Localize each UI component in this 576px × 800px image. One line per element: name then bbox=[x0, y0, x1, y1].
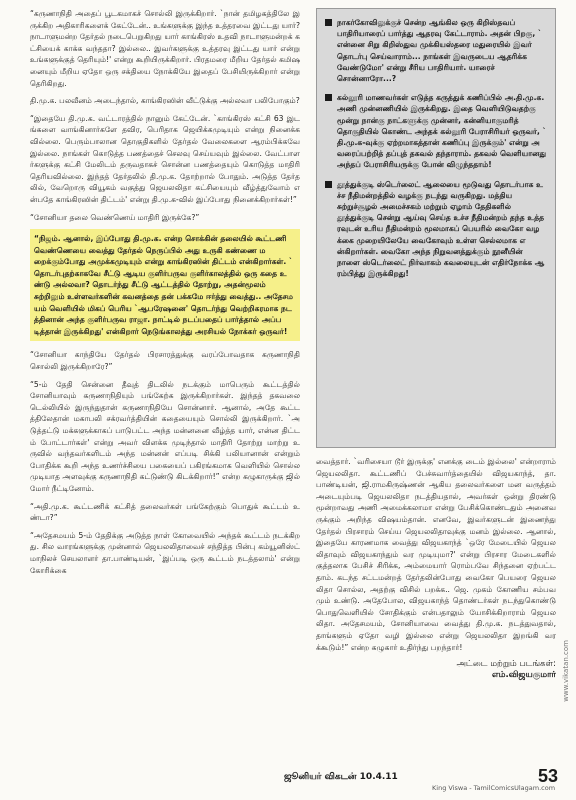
article-paragraph: “5-ம் தேதி சென்னை தீவுத் திடலில் நடக்கும் மாபெரும் கூட்டத்தில் சோனியாவும் கருணாநிதியும் பங்கேற்க இருக்கிறார்கள். இந்தத் தகவலை டெல்லியில் இருந்துதான் கருணாநிதியே சொன்னார். ஆனால், அதே கூட்டத்திலேதான் மகாபலி சக்ரவர்த்தியின் கதையையும் சொல்லி இருக்கிறார். `அடுத்தட்டு மக்களுக்காகப் பாடுபட்ட அந்த மன்னனை வீழ்த்த யார், என்ன திட்டம் போட்டார்கள்' என்று அவர் விளக்க முடிந்தால் மாதிரி தோற்று மாற்று உருவில் வந்தவர்களிடம் அந்த மன்னன் எப்படி சிக்கி பலியானான் என்றும் போதிக்க கூறி அந்த உணர்ச்சியை பகையைப் பகிரங்கமாக வெளியில் சொல்ல முடியாத அளவுக்கு கருணாநிதி கட்டுண்டு கிடக்கிறார்!” என்ற கழுகாருக்கு ஜில் மோர் நீட்டினோம். bbox=[30, 379, 300, 493]
square-bullet-icon bbox=[325, 181, 332, 188]
article-question: “அதி.மு.க. கூட்டணிக் கட்சித் தலைவர்கள் பங்கேற்கும் பொதுக் கூட்டம் உண்டா?” bbox=[30, 501, 300, 523]
news-brief-text: தூத்துக்குடி ஸ்டெர்லைட் ஆலையை மூடுவது தொடர்பாக உச்ச நீதிமன்றத்தில் வழக்கு நடந்து வருகிறது. மத்திய சுற்றுச்சூழல் அமைச்சகம் மற்றும் ஏழாம் தேதிகளில் தூத்துக்குடி சென்று ஆய்வு செய்த உச்ச நீதிமன்றம் தந்த உத்தரவுடன் உரிய நீதிமன்றம் மூலமாகப் பெயரில் வைகோ வழக்கை முறையிலேயே வைகோவும் உள்ள செல்லமாக என்கிறார்கள். வைகோ அந்த நிறுவனத்துக்கும் நூனீயின் நாளை ஸ்டெர்லைட் நிர்வாகம் கவலையுடன் எதிர்நோக்க ஆரம்பித்து இருக்கிறது! bbox=[337, 179, 545, 279]
article-question: “சோனியா காந்தியே தேர்தல் பிரசாரத்துக்கு வரப்போவதாக கருணாநிதி சொல்லி இருக்கிறாரே?” bbox=[30, 350, 300, 372]
credit-label: அட்டை மற்றும் படங்கள்: bbox=[456, 659, 556, 670]
article-question: தி.மு.க. பலவீனம் அடைந்தால், காங்கிரஸின் வீட்டுக்கு அல்லவா பலிபோகும்? bbox=[30, 96, 300, 106]
news-brief-item bbox=[325, 92, 547, 170]
photo-credit bbox=[316, 659, 556, 681]
article-paragraph: வைத்தார். `வரிசையா டூர் இருக்கு' எனக்கு டைம் இல்லை' என்றாராம் ஜெயலலிதா. கூட்டணிப் பேச்சுவார்த்தையில் விஜயகாந்த், தா.பாண்டியன், ஜி.ராமகிருஷ்ணன் ஆகிய தலைவர்களை மன வருத்தம் அடையும்படி ஜெயலலிதா நடத்தியதால், அவர்கள் ஒன்று திரண்டு மூன்றாவது அணி அமைக்கலாமா என்று பேசிக்கொண்டதும் அனைவருக்கும் அறிந்த விஷயம்தான். எனவே, இவர்களுடன் இணைந்து தேர்தல் பிரசாரம் செய்ய ஜெயலலிதாவுக்கு மனம் இல்லை. ஆனால், இதையே காரணமாக வைத்து விஜயகாந்த் `ஒரே மேடையில் ஜெயலலிதாவும் விஜயகாந்தும் வர முடியுமா?' என்று பிரசார மேடைகளில் குத்தலாக பேசிச் சிரிக்க, அம்மையார் ரொம்பவே சிந்தனை ஏற்பட்டதாம். கடந்த சட்டமன்றத் தேர்தலின்போது வைகோ பெயரை ஜெயலலிதா சொல்ல, அதற்கு விசில் பறக்க.. ஜெ. முகம் கோணிய சம்பவமும் உண்டு. அதேபோல, விஜயகாந்த் தொண்டர்கள் நடந்துகொண்டு பொதுவெளியில் சோதிக்கும் என்பதாலும் யோசிக்கிறாராம் ஜெயலலிதா. அதேசமயம், சோனியாவை வைத்து தி.மு.க. நடத்துவதால், தாங்களும் ஏதோ வழி இல்லை என்று ஜெயலலிதா இறங்கி வரக்கூடும்!” என்ற கழுகார் உதிர்ந்து பறந்தார்! bbox=[316, 457, 556, 652]
news-brief-text: நாகர்கோவிலுக்குச் சென்ற ஆங்கில ஒரு கிறிஸ்தவப் பாதிரியாரைப் பார்த்து ஆதரவு கேட்டாராம். அதன் பிறகு, `என்னை சிறு கிறிஸ்துவ முக்கியஸ்தரை மதுரையில் இவர் தொடர்பு செய்வாராம்... நாங்கள் இவருடைய ஆதரிக்க வேண்டுமோ' என்று சீரிய பாதிரியார். யாரைச் சொன்னாரோ...? bbox=[337, 18, 542, 84]
left-column bbox=[30, 8, 300, 756]
right-column bbox=[316, 8, 556, 756]
scan-watermark: King Viswa - TamilComicsUlagam.com bbox=[432, 784, 556, 792]
credit-name: எம்.விஜயகுமார் bbox=[492, 670, 556, 681]
article-paragraph: “அதேசமயம் 5-ம் தேதிக்கு அடுத்த நாள் கோவையில் அந்தக் கூட்டம் நடக்கிறது. சில வாரங்களுக்கு முன்னால் ஜெயலலிதாவைச் சந்தித்த பின்பு கம்யூனிஸ்ட் மாநிலச் செயலாளர் தா.பாண்டியன், `இப்படி ஒரு கூட்டம் நடத்தலாம்' என்று கோரிக்கை bbox=[30, 530, 300, 575]
magazine-issue: ஜூனியர் விகடன் 10.4.11 bbox=[284, 772, 398, 782]
news-brief-text: கல்லூரி மாணவர்கள் எடுத்த கருத்துக் கணிப்பில் அ.தி.மு.க. அணி முன்னணியில் இருக்கிறது. இதை வெளியிடுவதற்கு மூன்று நான்கு நாட்களுக்கு முன்னர், கன்னியாகுமரித் தொகுதியில் கொண்ட அந்தக் கல்லூரி பேராசிரியர் ஒருவர், `தி.மு.க-வுக்கு ஏற்றமாகத்தான் கணிப்பு இருக்கும்' என்று அவரைப்பற்றித் தப்புத் தகவல் தந்தாராம். தகவல் வெளியானது அந்தப் பேராசிரியருக்கு போன் விழுந்ததாம்! bbox=[337, 93, 547, 170]
square-bullet-icon bbox=[325, 94, 332, 101]
news-brief-item bbox=[325, 17, 547, 84]
article-paragraph: “கருணாநிதி அதைப் பூடகமாகச் சொல்லி இருக்கிறார். `நான் தமிழகத்திலே இருக்கிற அதிகாரிகளைக் கேட்டேன்.. உங்களுக்கு இந்த உத்தரவை இட்டது யார்? நாடாளுமன்ற தேர்தல் நடைபெறுகிறது யார் காங்கிரஸ் உதவி நாடாளுமன்றக் கட்சியைக் காக்க வந்ததா? இல்லை.. இவர்களுக்கு உத்தரவு இட்டது யார் என்று உங்களுக்குத் தெரியும்!' என்று கூறியிருக்கிறார். பிரதமரை மீறிய தேர்தல் கமிஷனையும் மீறிய ஏதோ ஒரு சக்தியை நோக்கியே இதைப் பேசியிருக்கிறார் என்று தெரிகிறது. bbox=[30, 9, 300, 88]
article-question: “சோனியா தலை வெண்ணெய் மாதிரி இருக்கே?” bbox=[30, 212, 200, 222]
square-bullet-icon bbox=[325, 19, 332, 26]
site-watermark: www.vikatan.com bbox=[562, 640, 570, 702]
page-footer bbox=[0, 766, 576, 792]
highlighted-quote: “நிஜம். ஆனால், இப்போது தி.மு.க. என்ற சொக்கின் தலையில் கூட்டணி வெண்ணெயை வைத்து தேர்தல் நெருப்பில் அது உருகி கண்ணை மறைக்கும்போது அமுக்கமுடியும் என்று காங்கிரஸின் திட்டம் என்கிறார்கள். `தொடர்புதற்காகவே சீட்டு ஆடிய குளிர்பருவ குளிர்காலத்தில் ஒரு கதை உண்டு அல்லவா? தொடர்ந்து சீட்டு ஆட்டத்தில் தோற்று, அதன்மூலம் சுற்றிலும் உள்ளவர்களின் கவனத்தை தன் பக்கமே ஈர்த்து வைத்து.. அதேசமயம் வெளியில் மிகப் பெரிய `ஆபரேஷனை' தொடர்ந்து வெற்றிகரமாக நடத்தினான் அந்த குளிர்பருவ ராஜா. நாட்டில் நடப்பதைப் பார்த்தால் அப்படித்தான் இருக்கிறது' என்கிறார் நெடுங்காலத்து அரசியல் நோக்கர் ஒருவர்! bbox=[30, 229, 300, 341]
page-number: 53 bbox=[537, 766, 558, 786]
news-brief-item bbox=[325, 179, 547, 280]
news-briefs-box bbox=[316, 8, 556, 448]
article-paragraph: “இதையே தி.மு.க. வட்டாரத்தில் நானும் கேட்டேன். `காங்கிரஸ் கட்சி 63 இடங்களை வாங்கினார்களே தவிர, பெரிதாக ஜெயிக்கமுடியும் என்று நினைக்கவில்லை. பெரும்பாலான தொகுதிகளில் தேர்தல் வேலைகளை ஆரம்பிக்கவே இல்லை. நாங்கள் கொடுத்த பணத்தைச் செலவு செய்யவும் இல்லை. வேட்பாளர்களுக்கு கட்சி மேலிடம் தருவதாகச் சொன்ன பணத்தையும் கொடுத்த மாதிரி தெரியவில்லை. இந்தத் தேர்தலில் தி.மு.க. தோற்றால் போதும். அடுத்த தேர்தலில், வேறொரு வியூகம் வகுத்து ஜெயலலிதா கட்சியையும் வீழ்த்துவோம் என்பதே காங்கிரஸின் திட்டம்' என்று தி.மு.க-வில் இப்போது நினைக்கிறார்கள்!” bbox=[30, 113, 300, 204]
